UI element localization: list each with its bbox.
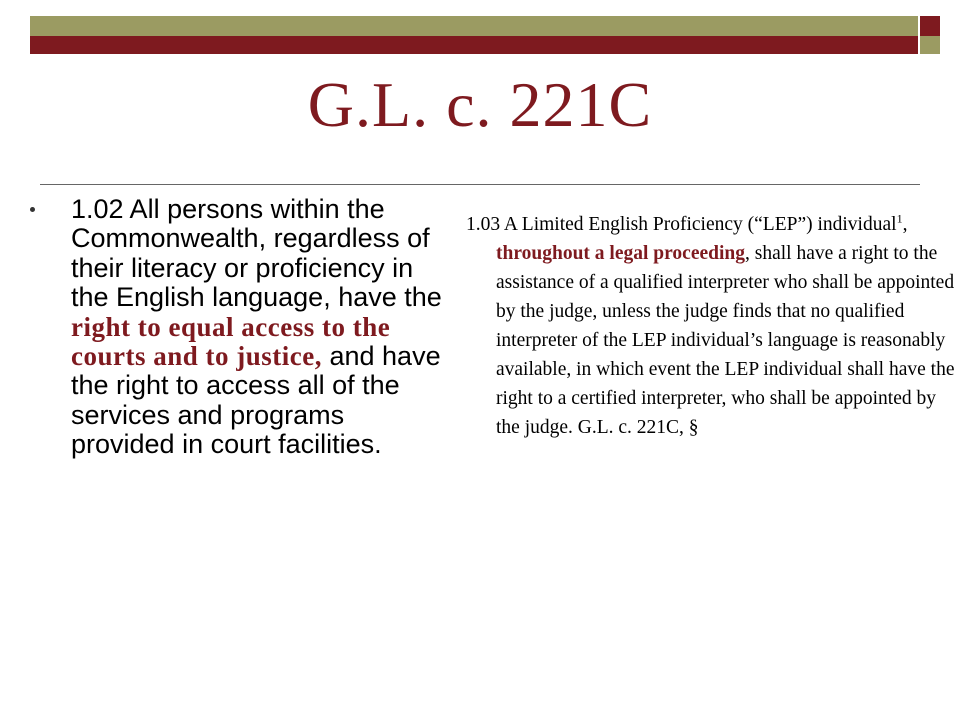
header-decoration [0,0,960,60]
title-divider [40,184,920,185]
section-1-03-highlight: throughout a legal proceeding [496,243,746,264]
section-1-03-part2: , [902,214,908,235]
section-1-03-text [466,210,956,442]
section-1-02-highlight: right to equal access to the courts and to justice, [71,311,391,372]
slide-title: G.L. c. 221C [307,69,653,140]
maroon-stripe [30,36,918,54]
bullet-icon [30,207,35,212]
left-column [30,195,452,460]
section-1-03-part1: 1.03 A Limited English Proficiency (“LEP”) individual [466,214,897,235]
olive-corner-block [920,36,940,54]
section-1-02-part2: and have the right to access all of the services and programs provided in court facilities. [71,341,441,460]
section-1-03-part3: , shall have a right to the assistance of a qualified interpreter who shall be appointed by the judge, unless the judge finds that no qualified interpreter of the LEP individual’s language is reasonably available, in which event the LEP individual shall have the right to a certified interpreter, who shall be appointed by the judge. G.L. c. 221C, § [496,243,955,438]
olive-stripe [30,16,918,36]
section-1-02-text [71,195,452,460]
footnote-marker: 1 [896,211,903,226]
maroon-corner-block [920,16,940,36]
section-1-02-part1: 1.02 All persons within the Commonwealth, regardless of their literacy or proficiency in the English language, have the [71,194,442,313]
